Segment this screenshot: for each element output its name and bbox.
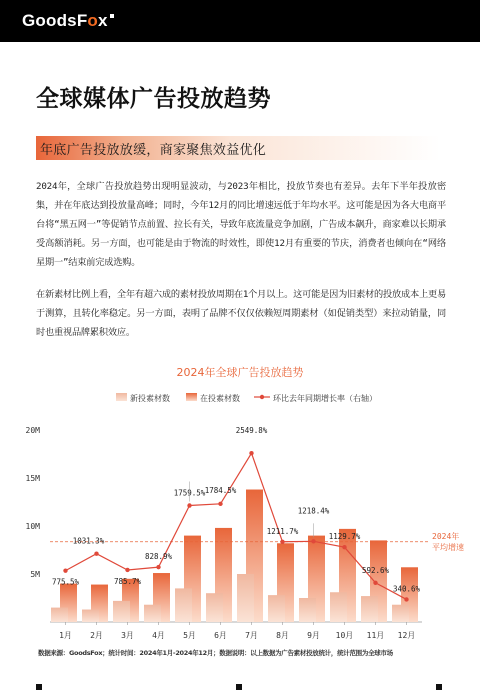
growth-rate-point	[311, 539, 315, 543]
section-heading-bar	[36, 136, 440, 160]
growth-data-label: 1218.4%	[297, 506, 330, 516]
growth-rate-point	[63, 568, 67, 572]
x-tick-label: 2月	[90, 631, 103, 640]
bar-new-assets	[144, 605, 161, 622]
x-tick-label: 5月	[183, 631, 196, 640]
bar-new-assets	[206, 593, 223, 622]
footer-square-right	[436, 684, 442, 690]
growth-data-label: 2549.8%	[235, 426, 268, 436]
legend-new-assets-label: 新投素材数	[130, 394, 170, 403]
x-tick-label: 3月	[121, 631, 134, 640]
y-tick-label: 10M	[25, 522, 40, 531]
footer-square-left	[36, 684, 42, 690]
growth-rate-point	[125, 568, 129, 572]
growth-data-label: 1759.5%	[173, 488, 206, 498]
bar-new-assets	[82, 610, 99, 622]
bar-new-assets	[330, 592, 347, 622]
x-tick-label: 11月	[366, 631, 385, 640]
growth-rate-point	[94, 552, 98, 556]
legend-active-assets-swatch	[186, 393, 197, 401]
growth-data-label: 1031.3%	[72, 536, 105, 546]
bar-new-assets	[113, 601, 130, 622]
growth-rate-point	[404, 597, 408, 601]
growth-data-label: 1784.5%	[204, 485, 237, 495]
section-heading: 年底广告投放放缓，商家聚焦效益优化	[40, 143, 267, 158]
x-tick-label: 8月	[276, 631, 289, 640]
x-tick-label: 4月	[152, 631, 165, 640]
legend-growth-label: 环比去年同期增长率（右轴）	[273, 394, 377, 403]
x-tick-label: 10月	[335, 631, 354, 640]
growth-rate-point	[187, 503, 191, 507]
chart-title: 2024年全球广告投放趋势	[176, 366, 304, 379]
trend-chart	[0, 380, 480, 680]
x-tick-label: 9月	[307, 631, 320, 640]
bar-new-assets	[299, 598, 316, 622]
legend-new-assets-swatch	[116, 393, 127, 401]
legend-active-assets-label: 在投素材数	[200, 394, 240, 403]
growth-data-label: 1211.7%	[266, 526, 299, 536]
x-tick-label: 6月	[214, 631, 227, 640]
top-header-bar	[0, 0, 480, 42]
bar-new-assets	[392, 605, 409, 622]
bar-new-assets	[268, 595, 285, 622]
paragraph-1: 2024年，全球广告投放趋势出现明显波动，与2023年相比，投放节奏也有差异。去年下半年投放密集，并在年底达到投放量高峰；同时，今年12月的同比增速远低于年均水平。这可能是因为各大电商平台将“黑五网一”等促销节点前置、拉长有关，导致年底流量竞争加剧，广告成本飙升，商家难以长期承受高额消耗。另一方面，也可能是由于物流的时效性，即使12月有重要的节庆，消费者也倾向在“网络星期一”结束前完成选购。	[36, 181, 446, 268]
x-tick-label: 7月	[245, 631, 258, 640]
brand-logo[interactable]: GoodsFox	[22, 11, 114, 31]
growth-rate-point	[280, 540, 284, 544]
growth-data-label: 592.6%	[361, 565, 390, 575]
bar-new-assets	[51, 608, 68, 622]
growth-rate-point	[249, 451, 253, 455]
growth-rate-point	[373, 581, 377, 585]
growth-data-label: 340.6%	[392, 584, 421, 594]
bar-new-assets	[361, 596, 378, 622]
growth-rate-point	[218, 502, 222, 506]
y-tick-label: 5M	[30, 570, 40, 579]
bar-new-assets	[175, 588, 192, 622]
y-tick-label: 20M	[25, 426, 40, 435]
paragraph-2: 在新素材比例上看，全年有超六成的素材投放周期在1个月以上。这可能是因为旧素材的投放成本上更易于测算，且转化率稳定。另一方面，表明了品牌不仅仅依赖短周期素材（如促销类型）来拉动销量，同时也重视品牌累积效应。	[36, 289, 446, 338]
growth-data-label: 828.9%	[144, 552, 173, 562]
source-note: 数据来源：GoodsFox；统计时间：2024年1月-2024年12月；数据说明：以上数据为广告素材投放统计，统计范围为全球市场	[38, 649, 393, 657]
footer-square-mid	[236, 684, 242, 690]
x-tick-label: 1月	[59, 631, 72, 640]
legend-growth-marker	[260, 395, 264, 399]
x-tick-label: 12月	[397, 631, 416, 640]
average-label-line1: 2024年	[432, 531, 460, 541]
growth-rate-point	[342, 545, 346, 549]
growth-data-label: 775.5%	[51, 577, 80, 587]
page-title: 全球媒体广告投放趋势	[36, 86, 271, 112]
growth-data-label: 785.7%	[113, 576, 142, 586]
y-tick-label: 15M	[25, 474, 40, 483]
growth-rate-point	[156, 565, 160, 569]
average-label-line2: 平均增速	[432, 542, 464, 552]
growth-data-label: 1129.7%	[328, 532, 361, 542]
bar-new-assets	[237, 574, 254, 622]
